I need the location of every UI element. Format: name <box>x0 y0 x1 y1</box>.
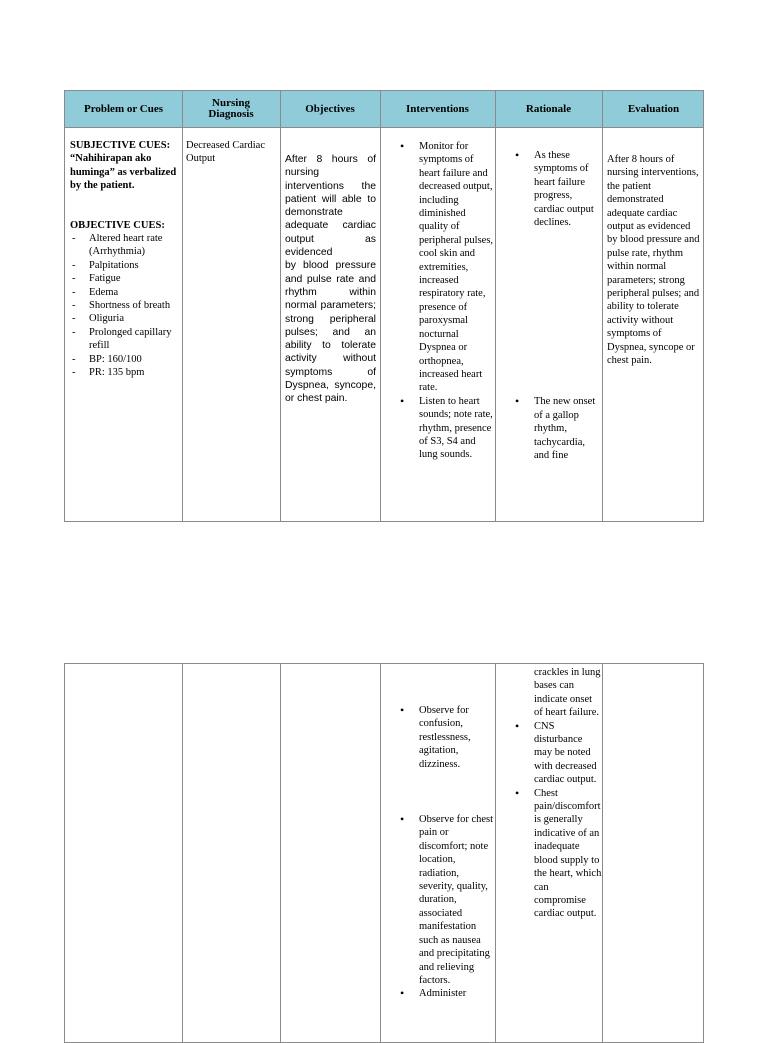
rationale-continued-text: crackles in lung bases can indicate onset of heart failure. <box>534 667 601 719</box>
list-item: - BP: 160/100 <box>70 353 178 366</box>
column-divider <box>280 91 281 521</box>
subjective-cues-text: “Nahihirapan ako huminga” as verbalized by the patient. <box>70 153 177 192</box>
rationale-list <box>510 149 602 462</box>
subjective-cues <box>70 139 178 193</box>
objective-cues-list <box>70 232 178 379</box>
list-item: - PR: 135 bpm <box>70 366 178 379</box>
rationale-list <box>510 720 602 921</box>
column-divider <box>182 664 183 1042</box>
rationale-cell <box>510 149 602 462</box>
interventions-cell-continued <box>395 704 495 1001</box>
column-divider <box>495 664 496 1042</box>
objectives-text-continued: by blood pressure and pulse rate and rhythm within normal parameters; strong peripheral pulses; and an ability to tolerate activity without symptoms of Dyspnea, syncope, or chest pain. <box>285 260 376 405</box>
list-item: • Chest pain/discomfort is generally indicative of an inadequate blood supply to the heart, which can compromise cardiac output. <box>510 787 602 921</box>
column-divider <box>495 91 496 521</box>
list-item: • Monitor for symptoms of heart failure and decreased output, including diminished quality of peripheral pulses, cool skin and extremities, increased respiratory rate, presence of paroxysmal nocturnal Dyspnea or orthopnea, increased heart rate. <box>395 140 495 395</box>
list-item: • As these symptoms of heart failure progress, cardiac output declines. <box>510 149 602 229</box>
list-item: • Observe for confusion, restlessness, agitation, dizziness. <box>395 704 495 771</box>
list-item: - Palpitations <box>70 259 178 272</box>
column-divider <box>380 91 381 521</box>
list-item: - Oliguria <box>70 312 178 325</box>
list-item: • Administer <box>395 987 495 1000</box>
list-item: - Prolonged capillary refill <box>70 326 178 353</box>
objectives-text: After 8 hours of nursing interventions the patient will able to demonstrate adequate cardiac output as evidenced <box>285 154 376 259</box>
column-divider <box>380 664 381 1042</box>
cues-cell <box>70 139 178 380</box>
column-divider <box>280 664 281 1042</box>
objectives-cell <box>285 153 376 406</box>
diagnosis-text: Decreased Cardiac Output <box>186 140 265 165</box>
list-item: - Altered heart rate (Arrhythmia) <box>70 232 178 259</box>
list-item: • Listen to heart sounds; note rate, rhythm, presence of S3, S4 and lung sounds. <box>395 395 495 462</box>
column-divider <box>182 91 183 521</box>
header-nursing-diagnosis: Nursing Diagnosis <box>208 97 254 120</box>
list-item: - Edema <box>70 286 178 299</box>
interventions-list <box>395 140 495 462</box>
list-item: • CNS disturbance may be noted with decreased cardiac output. <box>510 720 602 787</box>
header-problem-or-cues: Problem or Cues <box>83 102 164 115</box>
list-item: - Fatigue <box>70 272 178 285</box>
rationale-cell-continued <box>510 666 602 921</box>
interventions-cell <box>395 140 495 462</box>
list-item: • Observe for chest pain or discomfort; note location, radiation, severity, quality, duration, associated manifestation such as nausea and precipitating and relieving factors. <box>395 813 495 987</box>
header-evaluation: Evaluation <box>627 102 680 115</box>
care-plan-table <box>64 90 704 522</box>
care-plan-table-continued <box>64 663 704 1043</box>
interventions-list <box>395 704 495 1001</box>
list-item: - Shortness of breath <box>70 299 178 312</box>
list-item: • The new onset of a gallop rhythm, tachycardia, and fine <box>510 395 602 462</box>
column-divider <box>602 91 603 521</box>
header-interventions: Interventions <box>406 102 469 115</box>
header-rationale: Rationale <box>525 102 572 115</box>
subjective-cues-heading: SUBJECTIVE CUES: <box>70 140 171 151</box>
objective-cues-heading: OBJECTIVE CUES: <box>70 219 165 231</box>
header-objectives: Objectives <box>305 102 355 115</box>
evaluation-text: After 8 hours of nursing interventions, the patient demonstrated adequate cardiac output as evidenced by blood pressure and pulse rate, rhythm within normal parameters; strong peripheral pulses; and ability to tolerate activity without symptoms of Dyspnea, syncope or chest pain. <box>607 154 700 367</box>
column-divider <box>602 664 603 1042</box>
